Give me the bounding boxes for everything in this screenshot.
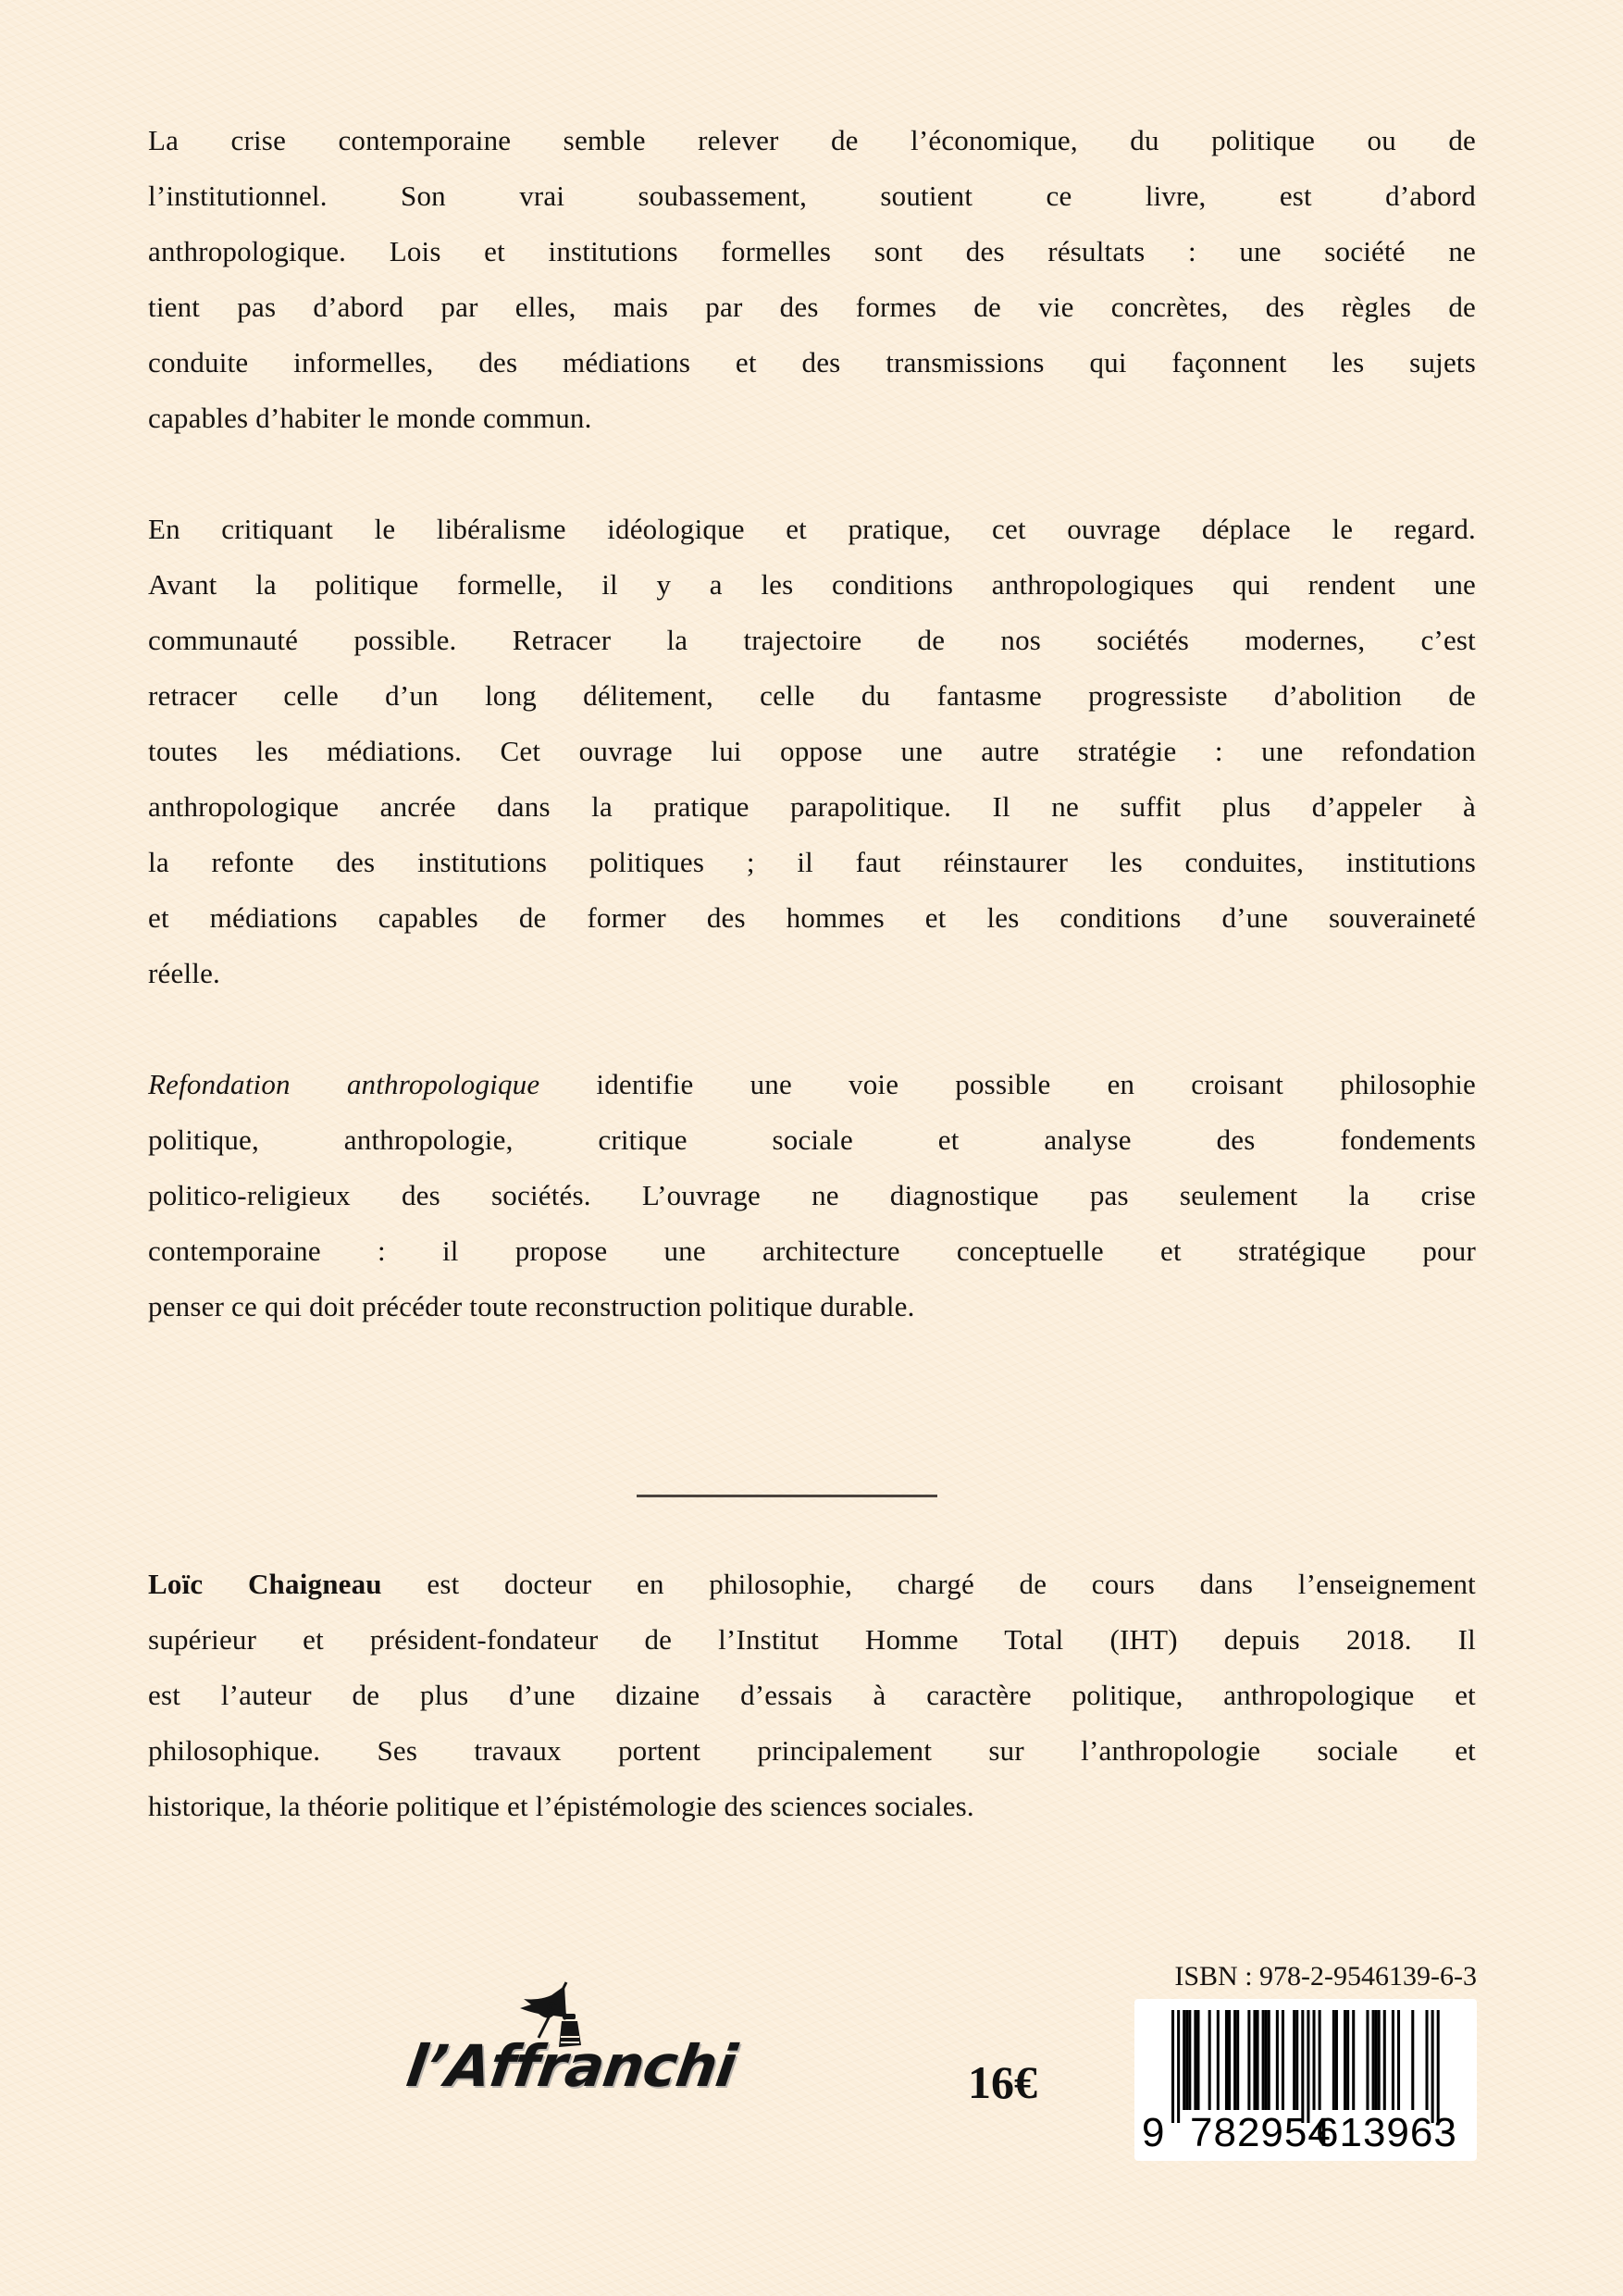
barcode-bar	[1236, 2010, 1239, 2110]
barcode-bar	[1383, 2010, 1386, 2110]
text-line: toutes les médiations. Cet ouvrage lui oppose une autre stratégie : une refondation	[148, 735, 1476, 767]
barcode-digits-right: 613963	[1316, 2110, 1457, 2155]
barcode-bar	[1171, 2010, 1174, 2123]
barcode-bar	[1372, 2010, 1375, 2110]
barcode-bar	[1188, 2010, 1191, 2110]
barcode-bar	[1225, 2010, 1228, 2110]
text-run: est docteur en philosophie, chargé de cours dans l’enseignement	[381, 1568, 1476, 1600]
text-line: conduite informelles, des médiations et des transmissions qui façonnent les sujets	[148, 346, 1476, 379]
barcode-bar	[1282, 2010, 1284, 2110]
barcode-bar	[1378, 2010, 1381, 2110]
barcode-bar	[1313, 2010, 1316, 2110]
text-line: penser ce qui doit précéder toute reconstruction politique durable.	[148, 1290, 915, 1322]
text-line: historique, la théorie politique et l’épistémologie des sciences sociales.	[148, 1790, 974, 1822]
barcode-bar	[1437, 2010, 1440, 2123]
text-line: La crise contemporaine semble relever de l’économique, du politique ou de	[148, 124, 1476, 156]
text-line: contemporaine : il propose une architecture conceptuelle et stratégique pour	[148, 1235, 1476, 1267]
text-line: tient pas d’abord par elles, mais par des formes de vie concrètes, des règles de	[148, 291, 1476, 323]
text-line	[148, 1557, 1476, 1612]
paragraph-critique	[148, 502, 1476, 1001]
paragraph-summary	[148, 1057, 1476, 1334]
barcode-bar	[1194, 2010, 1196, 2110]
text-run: identifie une voie possible en croisant philosophie	[539, 1068, 1476, 1100]
text-line: capables d’habiter le monde commun.	[148, 402, 592, 434]
author-name: Loïc Chaigneau	[148, 1568, 382, 1600]
barcode-bar	[1397, 2010, 1400, 2110]
paragraph-intro	[148, 113, 1476, 446]
barcode-bar	[1233, 2010, 1236, 2110]
barcode	[1134, 1999, 1477, 2161]
text-line: anthropologique. Lois et institutions formelles sont des résultats : une société ne	[148, 235, 1476, 267]
barcode-bar	[1196, 2010, 1199, 2110]
barcode-bar	[1276, 2010, 1279, 2110]
text-line: anthropologique ancrée dans la pratique parapolitique. Il ne suffit plus d’appeler à	[148, 790, 1476, 823]
barcode-bar	[1265, 2010, 1268, 2110]
text-line: communauté possible. Retracer la trajectoire de nos sociétés modernes, c’est	[148, 624, 1476, 656]
text-line: supérieur et président-fondateur de l’Institut Homme Total (IHT) depuis 2018. Il	[148, 1623, 1476, 1656]
barcode-bar	[1253, 2010, 1256, 2110]
barcode-bar	[1319, 2010, 1321, 2110]
price: 16€	[968, 2056, 1037, 2108]
barcode-bar	[1183, 2010, 1185, 2110]
barcode-digit-lead: 9	[1142, 2110, 1165, 2155]
text-line: politique, anthropologie, critique sociale et analyse des fondements	[148, 1123, 1476, 1156]
barcode-bar	[1431, 2010, 1434, 2123]
section-divider	[637, 1495, 937, 1497]
text-line: philosophique. Ses travaux portent principalement sur l’anthropologie sociale et	[148, 1734, 1476, 1767]
barcode-bar	[1332, 2010, 1335, 2110]
author-bio	[148, 1557, 1476, 1834]
isbn-label: ISBN : 978-2-9546139-6-3	[1174, 1961, 1477, 1992]
text-line: est l’auteur de plus d’une dizaine d’essais à caractère politique, anthropologique et	[148, 1679, 1476, 1711]
barcode-bar	[1307, 2010, 1309, 2123]
barcode-digits-left: 782954	[1190, 2110, 1332, 2155]
barcode-bar	[1228, 2010, 1231, 2110]
barcode-bar	[1185, 2010, 1188, 2110]
publisher-name: l’Affranchi	[402, 2032, 740, 2100]
barcode-bar	[1295, 2010, 1298, 2110]
text-line: l’institutionnel. Son vrai soubassement, soutient ce livre, est d’abord	[148, 180, 1476, 212]
book-title: Refondation anthropologique	[148, 1068, 540, 1100]
barcode-bar	[1257, 2010, 1259, 2110]
text-line: la refonte des institutions politiques ; il faut réinstaurer les conduites, institutions	[148, 846, 1476, 878]
text-line: réelle.	[148, 957, 220, 989]
barcode-bar	[1293, 2010, 1295, 2110]
publisher-logo	[402, 1980, 740, 2110]
barcode-bar	[1346, 2010, 1349, 2110]
barcode-bar	[1335, 2010, 1338, 2110]
barcode-bar	[1344, 2010, 1346, 2110]
barcode-bar	[1392, 2010, 1394, 2110]
barcode-bar	[1247, 2010, 1250, 2110]
barcode-bar	[1262, 2010, 1265, 2110]
barcode-bar	[1217, 2010, 1220, 2110]
text-line: Avant la politique formelle, il y a les conditions anthropologiques qui rendent une	[148, 568, 1476, 601]
text-line: retracer celle d’un long délitement, celle du fantasme progressiste d’abolition de	[148, 679, 1476, 712]
barcode-bar	[1366, 2010, 1369, 2110]
barcode-bar	[1208, 2010, 1211, 2110]
text-line: et médiations capables de former des hommes et les conditions d’une souveraineté	[148, 901, 1476, 934]
barcode-bar	[1375, 2010, 1378, 2110]
text-line	[148, 1057, 1476, 1112]
barcode-bar	[1301, 2010, 1304, 2123]
text-line: En critiquant le libéralisme idéologique et pratique, cet ouvrage déplace le regard.	[148, 513, 1476, 545]
barcode-bar	[1268, 2010, 1270, 2110]
barcode-bar	[1177, 2010, 1180, 2123]
barcode-bar	[1352, 2010, 1355, 2110]
barcode-bar	[1411, 2010, 1414, 2110]
text-line: politico-religieux des sociétés. L’ouvrage ne diagnostique pas seulement la crise	[148, 1179, 1476, 1211]
barcode-bar	[1426, 2010, 1429, 2110]
